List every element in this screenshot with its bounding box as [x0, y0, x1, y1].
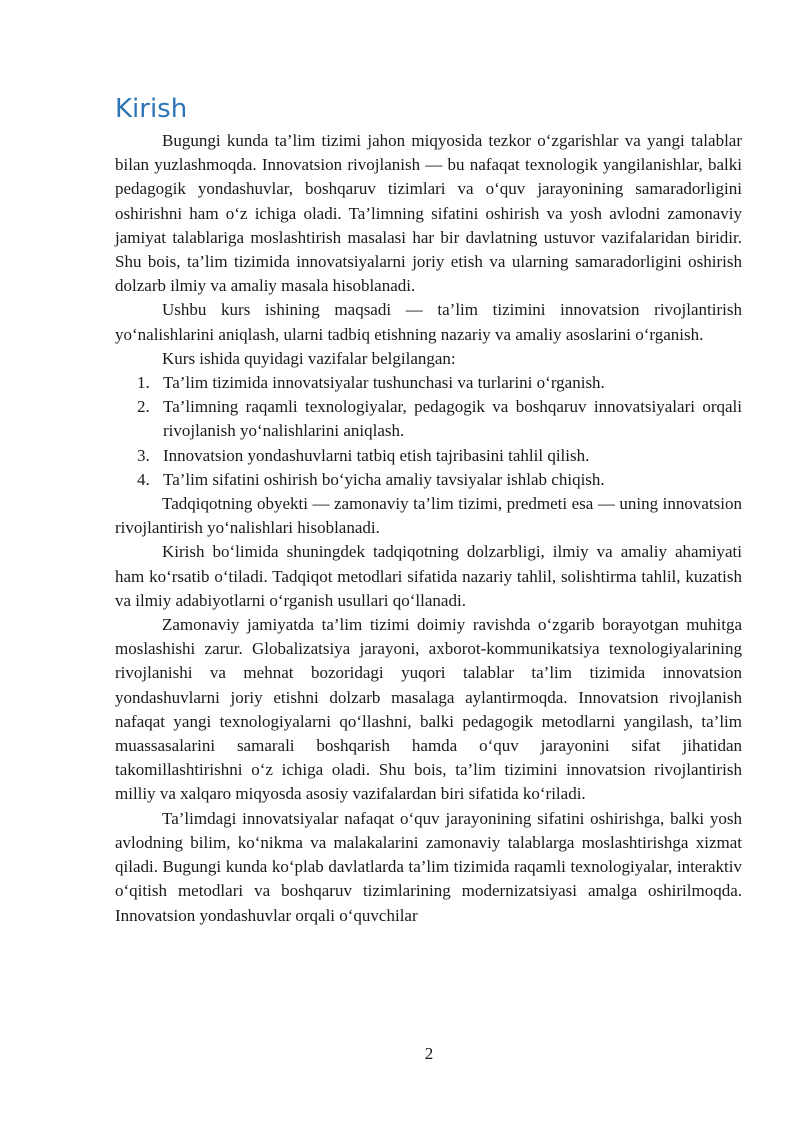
- section-heading: Kirish: [115, 94, 188, 124]
- paragraph-methods: Kirish bo‘limida shuningdek tadqiqotning dolzarbligi, ilmiy va amaliy ahamiyati ham ko‘rsatib o‘tiladi. Tadqiqot metodlari sifatida nazariy tahlil, solishtirma tahlil, kuzatish va ilmiy adabiyotlarni o‘rganish usullari qo‘llanadi.: [115, 542, 742, 610]
- paragraph-intro: Bugungi kunda ta’lim tizimi jahon miqyosida tezkor o‘zgarishlar va yangi talablar bilan yuzlashmoqda. Innovatsion rivojlanish — bu nafaqat texnologik yangilanishlar, balki pedagogik yondashuvlar, boshqaruv tizimlari va o‘quv jarayonining samaradorligini oshirishni ham o‘z ichiga oladi. Ta’limning sifatini oshirish va yosh avlodni zamonaviy jamiyat talablariga moslashtirish masalasi har bir davlatning ustuvor vazifalaridan biridir. Shu bois, ta’lim tizimida innovatsiyalarni joriy etish va ularning samaradorligini oshirish dolzarb ilmiy va amaliy masala hisoblanadi.: [115, 131, 742, 296]
- task-list: [115, 371, 742, 492]
- list-item: [115, 444, 742, 468]
- paragraph-modern-society: Zamonaviy jamiyatda ta’lim tizimi doimiy ravishda o‘zgarib borayotgan muhitga moslashishi zarur. Globalizatsiya jarayoni, axborot-kommunikatsiya texnologiyalarining rivojlanishi va mehnat bozoridagi yuqori talablar ta’lim tizimida innovatsion yondashuvlarni joriy etishni dolzarb masalaga aylantirmoqda. Innovatsion rivojlanish nafaqat yangi texnologiyalarni qo‘llashni, balki pedagogik metodlarni yangilash, ta’lim muassasalarini samarali boshqarish hamda o‘quv jarayonini sifat jihatidan takomillashtirishni o‘z ichiga oladi. Shu bois, ta’lim tizimini innovatsion rivojlantirish milliy va xalqaro miqyosda asosiy vazifalardan biri sifatida ko‘riladi.: [115, 615, 742, 804]
- list-item-number: 3.: [137, 445, 150, 465]
- paragraph-tasks-intro: Kurs ishida quyidagi vazifalar belgilangan:: [162, 348, 456, 368]
- paragraph-innovations: Ta’limdagi innovatsiyalar nafaqat o‘quv jarayonining sifatini oshirishga, balki yosh avlodning bilim, ko‘nikma va malakalarini zamonaviy talablarga moslashtirishga xizmat qiladi. Bugungi kunda ko‘plab davlatlarda ta’lim tizimida raqamli texnologiyalar, interaktiv o‘qitish metodlari va boshqaruv tizimlarining modernizatsiyasi amalga oshirilmoqda. Innovatsion yondashuvlar orqali o‘quvchilar: [115, 808, 742, 925]
- list-item-number: 4.: [137, 469, 150, 489]
- paragraph-object: Tadqiqotning obyekti — zamonaviy ta’lim tizimi, predmeti esa — uning innovatsion rivojlantirish yo‘nalishlari hisoblanadi.: [115, 494, 742, 538]
- page-number: 2: [424, 1044, 434, 1063]
- list-item-text: Ta’lim tizimida innovatsiyalar tushunchasi va turlarini o‘rganish.: [163, 373, 605, 393]
- list-item-number: 2.: [137, 397, 150, 417]
- document-body: [115, 93, 742, 928]
- list-item-text: Innovatsion yondashuvlarni tatbiq etish tajribasini tahlil qilish.: [163, 445, 590, 465]
- list-item: [115, 468, 742, 492]
- list-item-number: 1.: [137, 373, 150, 393]
- paragraph-goal: Ushbu kurs ishining maqsadi — ta’lim tizimini innovatsion rivojlantirish yo‘nalishlarini aniqlash, ularni tadbiq etishning nazariy va amaliy asoslarini o‘rganish.: [115, 300, 742, 344]
- list-item: [115, 395, 742, 443]
- list-item-text: Ta’limning raqamli texnologiyalar, pedagogik va boshqaruv innovatsiyalari orqali rivojlanish yo‘nalishlarini aniqlash.: [163, 397, 742, 441]
- list-item: [115, 371, 742, 395]
- list-item-text: Ta’lim sifatini oshirish bo‘yicha amaliy tavsiyalar ishlab chiqish.: [163, 469, 605, 489]
